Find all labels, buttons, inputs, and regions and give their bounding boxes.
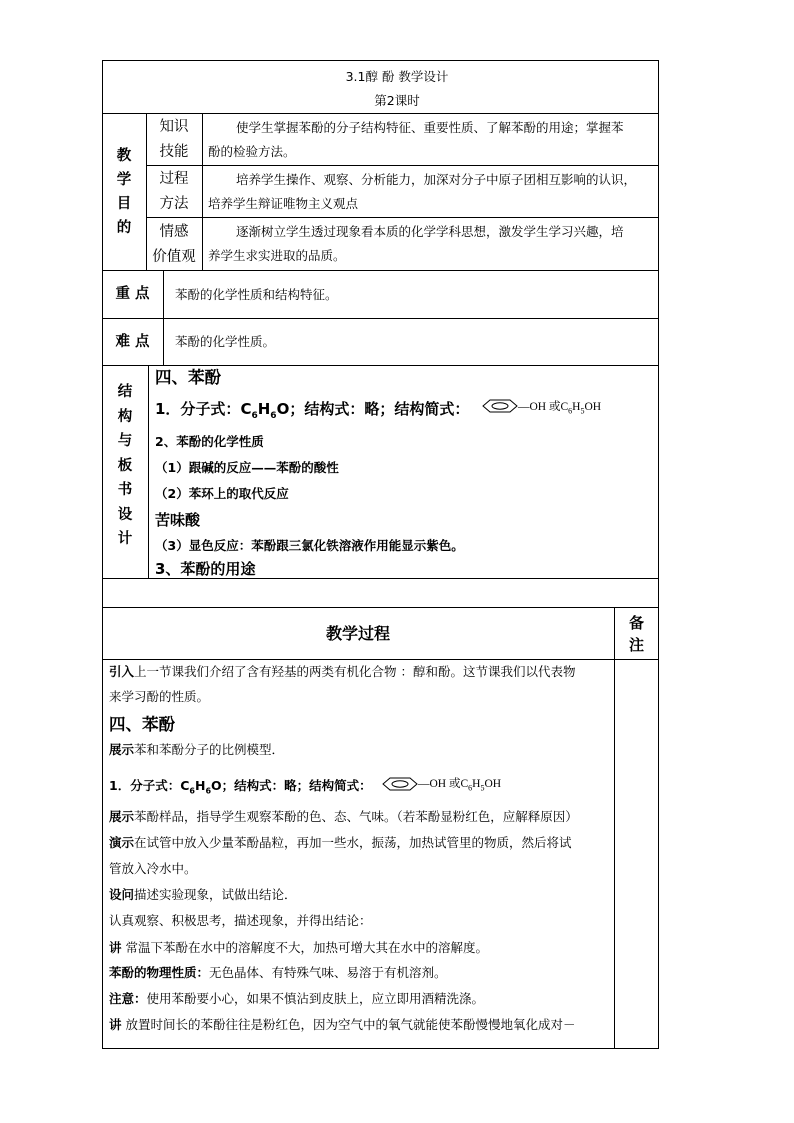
lecture-oxidation: 讲 放置时间长的苯酚往往是粉红色，因为空气中的氧气就能使苯酚慢慢地氧化成对－ — [109, 1017, 576, 1032]
objective-label-process-2: 方法 — [159, 196, 189, 212]
difficulty-text: 苯酚的化学性质。 — [175, 334, 276, 349]
show-sample: 展示苯酚样品，指导学生观察苯酚的色、态、气味。（若苯酚显粉红色，应解释原因） — [109, 809, 578, 824]
benzene-ring-icon — [481, 398, 521, 414]
objective-text-emotion-2: 养学生求实进取的品质。 — [208, 248, 346, 263]
key-point-text: 苯酚的化学性质和结构特征。 — [175, 287, 338, 302]
objective-text-knowledge-2: 酚的检验方法。 — [208, 144, 296, 159]
show-model: 展示苯和苯酚分子的比例模型． — [109, 742, 285, 757]
lesson-label: 第2课时 — [374, 93, 420, 108]
physical-properties: 苯酚的物理性质：无色晶体、有特殊气味、易溶于有机溶剂。 — [109, 965, 447, 980]
objectives-header: 教 学 目 的 — [116, 148, 132, 236]
board-item-2-2: （2）苯环上的取代反应 — [155, 486, 289, 501]
board-item-picric: 苦味酸 — [155, 511, 201, 529]
process-formula: 1．分子式：$C_6H_6O$；结构式：略；结构简式： — [109, 778, 372, 796]
objective-label-knowledge: 知识 — [159, 119, 189, 135]
intro-paragraph-2: 来学习酚的性质。 — [109, 689, 210, 704]
demo-paragraph: 演示在试管中放入少量苯酚晶粒，再加一些水，振荡，加热试管里的物质，然后将试 — [109, 835, 572, 850]
board-header: 结 构 与 板 书 设 计 — [117, 384, 133, 547]
board-item-2: 2、苯酚的化学性质 — [155, 434, 264, 449]
demo-paragraph-2: 管放入冷水中。 — [109, 861, 197, 876]
difficulty-label: 难 点 — [115, 334, 150, 350]
objective-text-process-1: 培养学生操作、观察、分析能力，加深对分子中原子团相互影响的认识， — [236, 172, 637, 187]
observe-paragraph: 认真观察、积极思考，描述现象，并得出结论： — [109, 913, 372, 928]
process-structure-formula: —OH 或$C_6H_5OH$ — [418, 778, 502, 793]
objective-text-knowledge-1: 使学生掌握苯酚的分子结构特征、重要性质、了解苯酚的用途；掌握苯 — [236, 120, 624, 135]
board-structure-formula: —OH 或$C_6H_5OH$ — [518, 401, 602, 416]
objective-label-emotion-2: 价值观 — [152, 249, 196, 265]
lecture-solubility: 讲 常温下苯酚在水中的溶解度不大，加热可增大其在水中的溶解度。 — [109, 940, 488, 955]
objective-label-emotion: 情感 — [159, 224, 189, 240]
notes-header: 备 注 — [628, 614, 644, 654]
objective-label-process: 过程 — [159, 171, 189, 187]
board-formula: 1．分子式：$C_6H_6O$；结构式：略；结构简式： — [155, 400, 470, 421]
board-item-2-1: （1）跟碱的反应——苯酚的酸性 — [155, 460, 339, 475]
objective-text-emotion-1: 逐渐树立学生透过现象看本质的化学学科思想，激发学生学习兴趣，培 — [236, 224, 624, 239]
process-heading: 四、苯酚 — [109, 715, 175, 734]
process-header: 教学过程 — [325, 624, 390, 643]
document-title: 3.1醇 酚 教学设计 — [345, 69, 449, 84]
intro-paragraph: 引入上一节课我们介绍了含有羟基的两类有机化合物 ：醇和酚。这节课我们以代表物 — [109, 664, 576, 679]
board-item-2-3: （3）显色反应：苯酚跟三氯化铁溶液作用能显示紫色。 — [155, 538, 464, 553]
benzene-ring-icon-2 — [381, 776, 421, 792]
board-item-3: 3、苯酚的用途 — [155, 560, 256, 578]
board-heading: 四、苯酚 — [155, 368, 221, 387]
caution-note: 注意：使用苯酚要小心，如果不慎沾到皮肤上，应立即用酒精洗涤。 — [109, 991, 485, 1006]
objective-label-knowledge-2: 技能 — [159, 144, 189, 160]
key-point-label: 重 点 — [115, 286, 150, 302]
objective-text-process-2: 培养学生辩证唯物主义观点 — [208, 196, 359, 211]
question-paragraph: 设问描述实验现象，试做出结论． — [109, 887, 297, 902]
